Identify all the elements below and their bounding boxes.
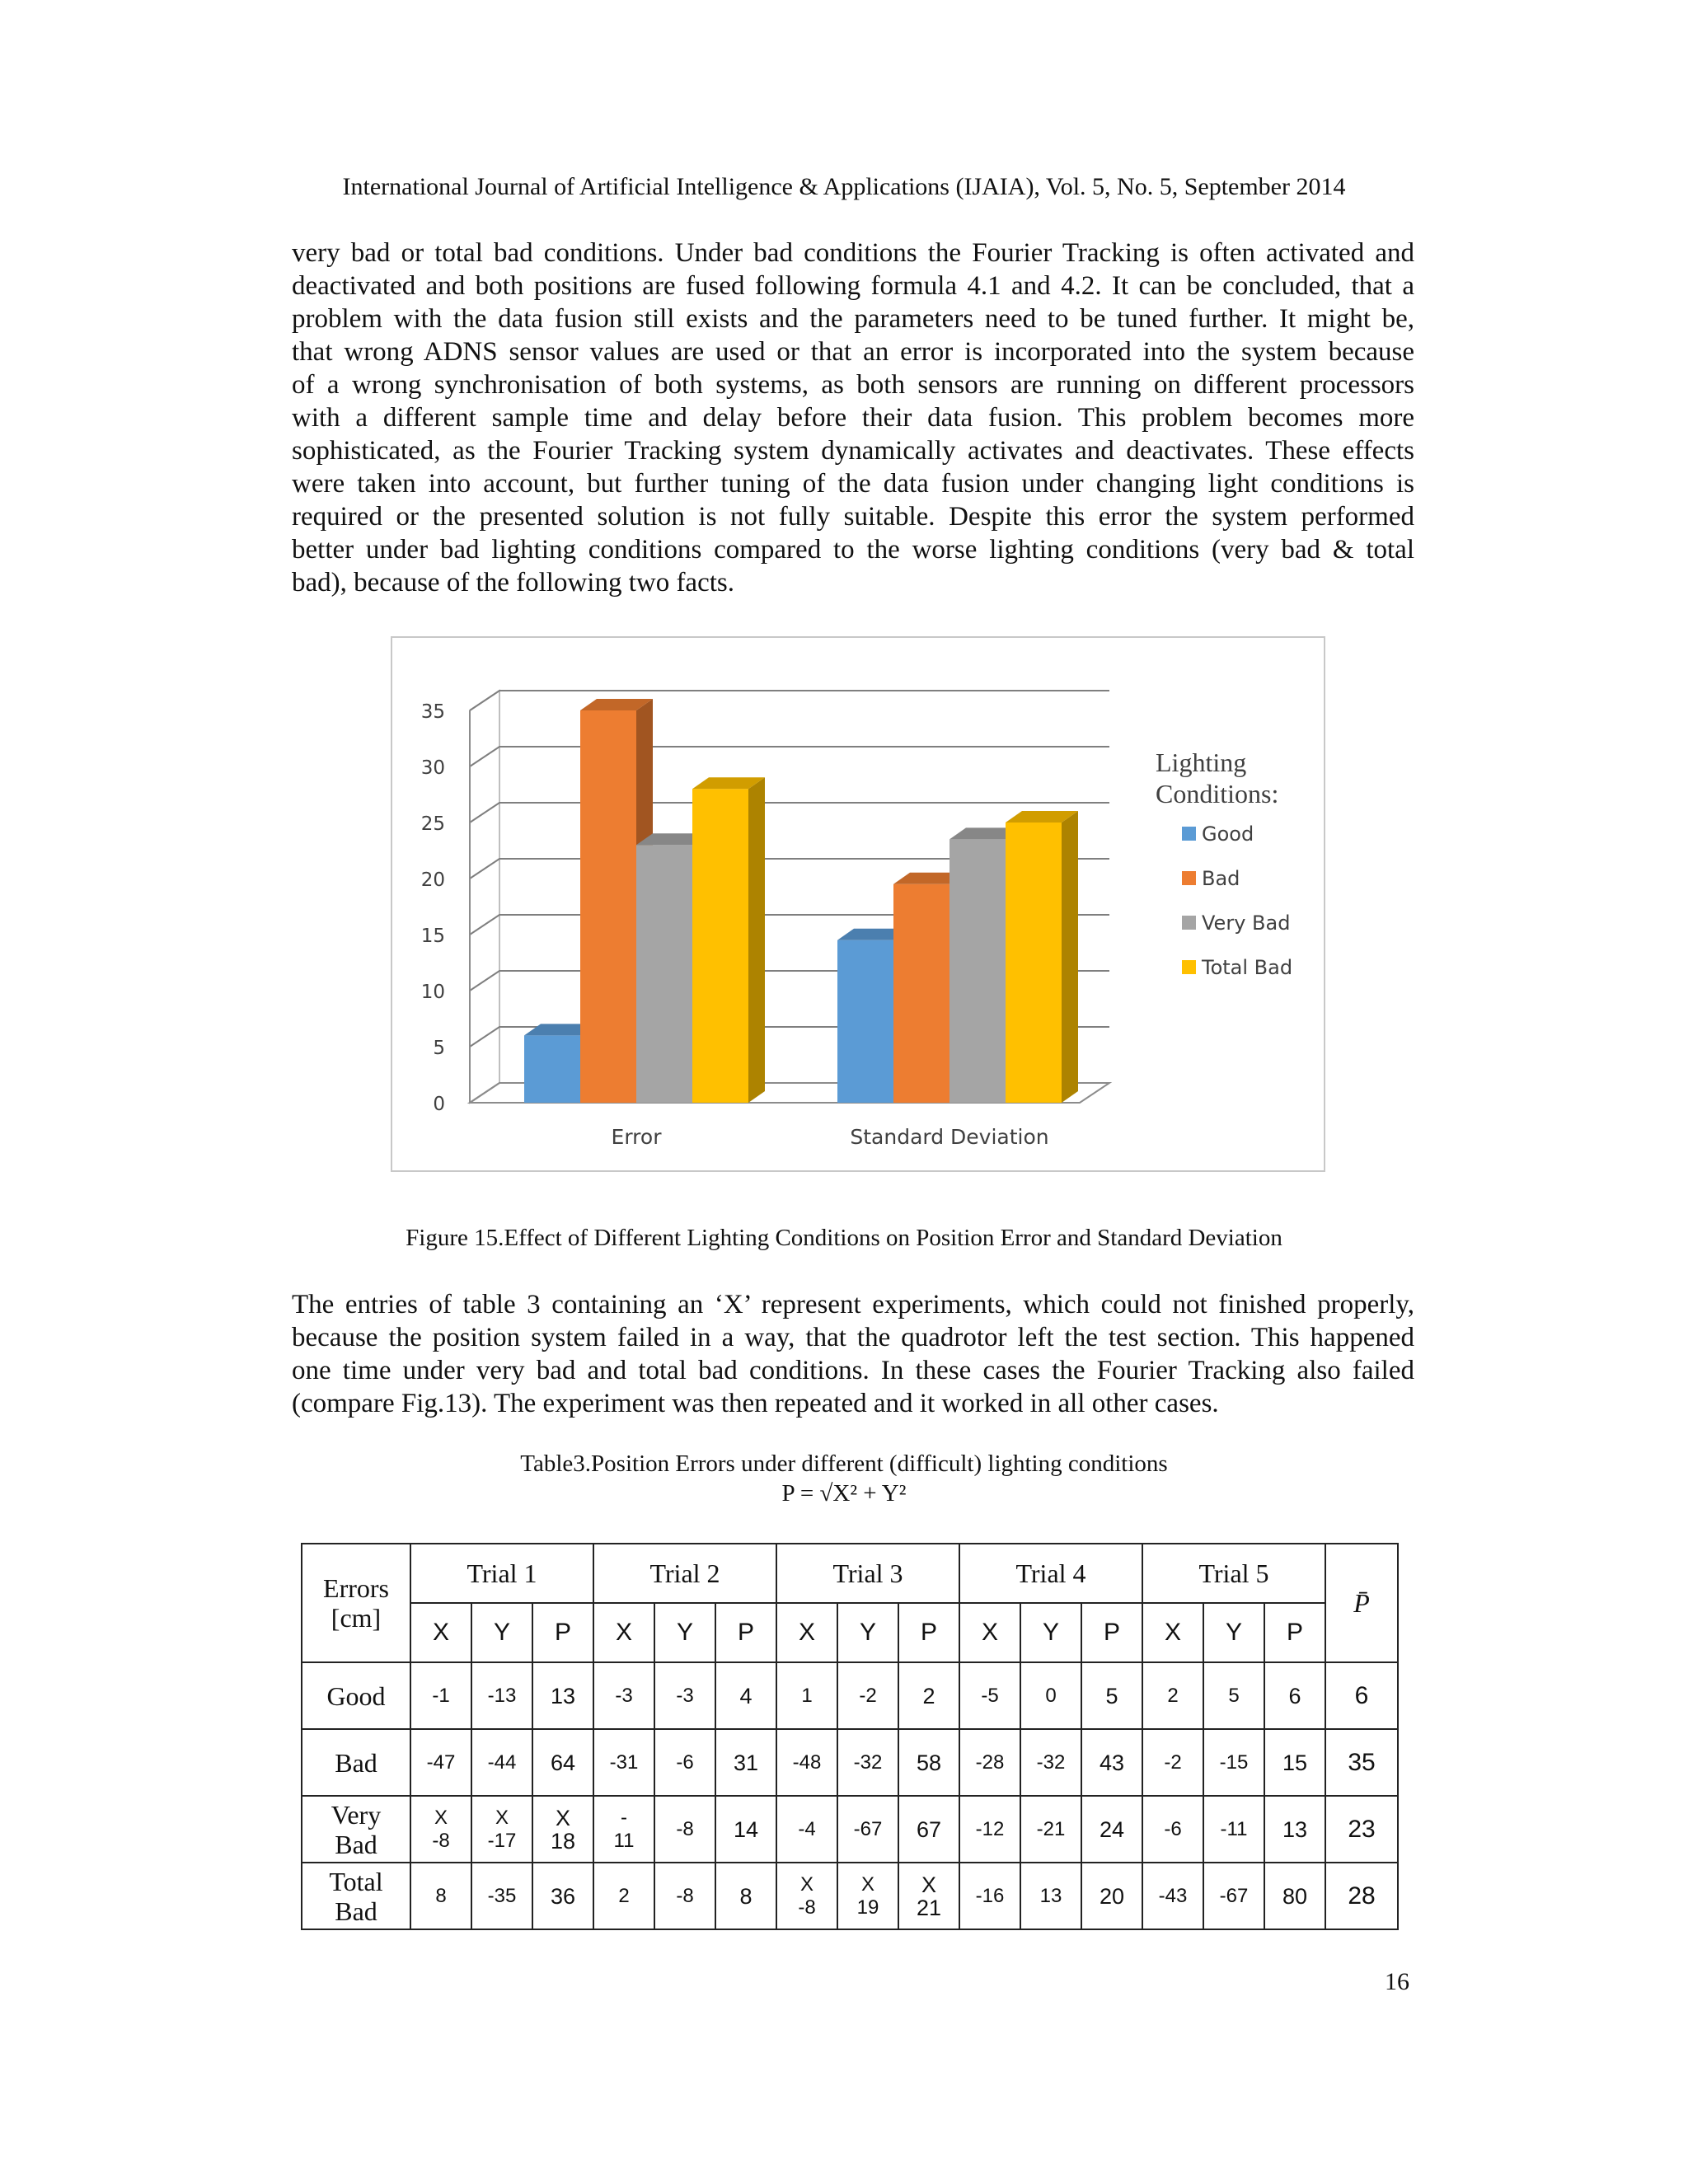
cell-text: -12 (975, 1817, 1005, 1840)
text-line: bad), because of the following two facts. (292, 568, 734, 598)
table-cell (1081, 1729, 1142, 1796)
cell-text: [cm] (331, 1603, 382, 1633)
table-formula: P = √X² + Y² (781, 1480, 907, 1507)
body-paragraph-2 (292, 1288, 1414, 1420)
legend-title: Lighting (1156, 748, 1247, 777)
cell-text: -67 (853, 1817, 883, 1840)
table-cell (776, 1796, 837, 1863)
text-line: were taken into account, but further tuning of the data fusion under changing light conditions is (292, 469, 1414, 499)
text-line: deactivated and both positions are fused following formula 4.1 and 4.2. It can be concluded, that a (292, 271, 1414, 301)
y-tick-label: 5 (433, 1038, 445, 1059)
table-cell (959, 1863, 1020, 1929)
cell-text: 8 (435, 1884, 447, 1907)
table-cell (1020, 1863, 1081, 1929)
cell-text: 1 (801, 1684, 813, 1707)
text-line: of a wrong synchronisation of both systems, as both sensors are running on different processors (292, 370, 1414, 400)
x-category-label: Error (611, 1125, 662, 1149)
cell-text: 2 (1167, 1684, 1179, 1707)
axis-header: P (715, 1603, 776, 1662)
cell-text: -67 (1219, 1884, 1249, 1907)
row-label (302, 1729, 410, 1796)
table-cell (898, 1729, 959, 1796)
bar-front (580, 710, 636, 1103)
cell-text: -4 (798, 1817, 816, 1840)
cell-text: 67 (916, 1816, 942, 1842)
table-cell (471, 1729, 532, 1796)
axis-header: X (1142, 1603, 1203, 1662)
p-mean-cell: 35 (1325, 1729, 1398, 1796)
text-line: because the position system failed in a way, that the quadrotor left the test section. This happened (292, 1323, 1414, 1352)
axis-header: Y (654, 1603, 715, 1662)
cell-text: 36 (550, 1883, 576, 1909)
table-cell (837, 1796, 898, 1863)
legend-swatch (1182, 960, 1196, 974)
trial-header: Trial 4 (959, 1544, 1142, 1603)
axis-header: P (1264, 1603, 1325, 1662)
table-cell (959, 1662, 1020, 1729)
cell-text: -3 (676, 1684, 694, 1707)
position-errors-table (301, 1543, 1399, 1930)
cell-text: -3 (615, 1684, 633, 1707)
table-cell (898, 1863, 959, 1929)
cell-text: Errors (323, 1573, 389, 1603)
cell-text: 8 (739, 1883, 753, 1909)
p-mean-header: P̄ (1325, 1544, 1398, 1662)
table-cell (1020, 1796, 1081, 1863)
table-cell (1264, 1662, 1325, 1729)
bar-front (837, 940, 893, 1103)
cell-text: 14 (733, 1816, 759, 1842)
text-line: sophisticated, as the Fourier Tracking system dynamically activates and deactivates. These effects (292, 436, 1414, 466)
cell-text: 5 (1105, 1683, 1118, 1708)
cell-text: -2 (859, 1684, 877, 1707)
cell-text: 15 (1282, 1750, 1308, 1775)
legend-swatch (1182, 871, 1196, 885)
cell-text: -8 (676, 1817, 694, 1840)
cell-text: X (799, 1872, 814, 1896)
cell-text: -47 (426, 1750, 456, 1774)
bar-front (524, 1035, 580, 1103)
row-label (302, 1662, 410, 1729)
axis-header: X (593, 1603, 654, 1662)
text-line: (compare Fig.13). The experiment was then repeated and it worked in all other cases. (292, 1389, 1219, 1418)
cell-text: Bad (335, 1829, 377, 1859)
legend-title: Conditions: (1156, 779, 1279, 808)
cell-text: -8 (676, 1884, 694, 1907)
table-cell (593, 1863, 654, 1929)
cell-text: -11 (1220, 1817, 1248, 1840)
table-cell (837, 1729, 898, 1796)
table-cell (959, 1729, 1020, 1796)
table-cell (1020, 1662, 1081, 1729)
axis-header: X (776, 1603, 837, 1662)
table-cell (715, 1729, 776, 1796)
cell-text: 43 (1099, 1750, 1125, 1775)
cell-text: -2 (1164, 1750, 1182, 1774)
legend-label: Good (1202, 823, 1254, 846)
text-line: with a different sample time and delay before their data fusion. This problem becomes more (292, 403, 1414, 433)
trial-header: Trial 5 (1142, 1544, 1325, 1603)
table-cell (837, 1863, 898, 1929)
legend-label: Bad (1202, 867, 1240, 890)
y-tick-label: 30 (420, 757, 445, 779)
cell-text: X (495, 1806, 509, 1829)
figure-caption: Figure 15.Effect of Different Lighting Conditions on Position Error and Standard Deviation (406, 1225, 1282, 1251)
table-cell (715, 1662, 776, 1729)
axis-header: X (410, 1603, 471, 1662)
table-row (302, 1796, 1398, 1863)
cell-text: Very (331, 1799, 382, 1830)
bar-front (636, 845, 692, 1103)
axis-header: X (959, 1603, 1020, 1662)
cell-text: 64 (550, 1750, 576, 1775)
cell-text: -8 (798, 1896, 816, 1919)
table-cell (1264, 1863, 1325, 1929)
cell-text: -44 (487, 1750, 517, 1774)
bar-side (1062, 811, 1078, 1103)
cell-text: -31 (609, 1750, 639, 1774)
cell-text: -28 (975, 1750, 1005, 1774)
table-cell (1142, 1662, 1203, 1729)
table-row (302, 1662, 1398, 1729)
row-label (302, 1863, 410, 1929)
cell-text: 5 (1228, 1684, 1240, 1707)
table-cell (654, 1662, 715, 1729)
cell-text: - (621, 1806, 627, 1829)
table-cell (410, 1796, 471, 1863)
cell-text: X (921, 1872, 936, 1897)
gridline (470, 747, 1109, 766)
cell-text: -21 (1036, 1817, 1066, 1840)
table-cell (898, 1662, 959, 1729)
axis-header: Y (471, 1603, 532, 1662)
table-cell (1081, 1796, 1142, 1863)
bar-front (893, 884, 950, 1103)
cell-text: -15 (1219, 1750, 1249, 1774)
axis-header: P (1081, 1603, 1142, 1662)
table-cell (471, 1796, 532, 1863)
table-cell (1203, 1729, 1264, 1796)
cell-text: X (860, 1872, 874, 1896)
table-cell (1203, 1662, 1264, 1729)
cell-text: -8 (432, 1829, 450, 1852)
trial-header: Trial 2 (593, 1544, 776, 1603)
text-line: one time under very bad and total bad conditions. In these cases the Fourier Tracking also failed (292, 1356, 1414, 1385)
cell-text: -43 (1158, 1884, 1188, 1907)
cell-text: 19 (856, 1896, 879, 1919)
legend-swatch (1182, 827, 1196, 841)
y-tick-label: 20 (420, 869, 445, 891)
cell-text: 21 (916, 1895, 942, 1920)
cell-text: -17 (487, 1829, 517, 1852)
cell-text: Good (326, 1680, 386, 1711)
table-cell (715, 1863, 776, 1929)
cell-text: -1 (432, 1684, 450, 1707)
text-line: The entries of table 3 containing an ‘X’ represent experiments, which could not finished properly, (292, 1290, 1414, 1319)
table-cell (1142, 1729, 1203, 1796)
cell-text: 6 (1288, 1683, 1301, 1708)
cell-text: 13 (550, 1683, 576, 1708)
table-cell (410, 1662, 471, 1729)
cell-text: -5 (981, 1684, 999, 1707)
cell-text: 80 (1282, 1883, 1308, 1909)
text-line: that wrong ADNS sensor values are used or that an error is incorporated into the system because (292, 337, 1414, 367)
y-tick-label: 10 (420, 982, 445, 1003)
cell-text: Total (329, 1866, 383, 1896)
table-cell (1142, 1863, 1203, 1929)
cell-text: 24 (1099, 1816, 1125, 1842)
y-tick-label: 15 (420, 926, 445, 947)
p-mean-cell: 6 (1325, 1662, 1398, 1729)
cell-text: 58 (916, 1750, 942, 1775)
table-row (302, 1729, 1398, 1796)
cell-text: 2 (618, 1884, 630, 1907)
row-label (302, 1796, 410, 1863)
cell-text: 20 (1099, 1883, 1125, 1909)
cell-text: 0 (1045, 1684, 1057, 1707)
figure-15 (391, 636, 1325, 1172)
cell-text: 31 (733, 1750, 759, 1775)
table-row (302, 1863, 1398, 1929)
table-caption: Table3.Position Errors under different (difficult) lighting conditions (520, 1451, 1168, 1477)
table-cell (410, 1863, 471, 1929)
table-cell (654, 1796, 715, 1863)
axis-header: P (898, 1603, 959, 1662)
cell-text: Bad (335, 1747, 377, 1778)
text-line: problem with the data fusion still exists and the parameters need to be tuned further. It might be, (292, 304, 1414, 334)
trial-header: Trial 3 (776, 1544, 959, 1603)
gridline (470, 691, 1109, 710)
table-cell (471, 1662, 532, 1729)
table-cell (776, 1662, 837, 1729)
cell-text: 13 (1282, 1816, 1308, 1842)
p-mean-cell: 23 (1325, 1796, 1398, 1863)
x-category-label: Standard Deviation (850, 1125, 1049, 1149)
table-cell (1203, 1796, 1264, 1863)
bar-front (1006, 823, 1062, 1103)
cell-text: -13 (487, 1684, 517, 1707)
trial-header: Trial 1 (410, 1544, 593, 1603)
table-cell (959, 1796, 1020, 1863)
table-cell (532, 1863, 593, 1929)
cell-text: X (555, 1805, 570, 1830)
axis-header: Y (837, 1603, 898, 1662)
table-cell (532, 1662, 593, 1729)
table-cell (593, 1796, 654, 1863)
table-cell (1081, 1863, 1142, 1929)
cell-text: -6 (1164, 1817, 1182, 1840)
table-cell (532, 1796, 593, 1863)
cell-text: -35 (487, 1884, 517, 1907)
table-cell (471, 1863, 532, 1929)
page-number: 16 (1385, 1968, 1409, 1995)
axis-header: Y (1203, 1603, 1264, 1662)
legend-swatch (1182, 916, 1196, 930)
table-cell (898, 1796, 959, 1863)
table-cell (837, 1662, 898, 1729)
y-tick-label: 25 (420, 813, 445, 835)
p-mean-cell: 28 (1325, 1863, 1398, 1929)
table-cell (1020, 1729, 1081, 1796)
table-cell (776, 1863, 837, 1929)
cell-text: X (434, 1806, 448, 1829)
table-cell (654, 1863, 715, 1929)
legend-label: Very Bad (1202, 912, 1291, 935)
cell-text: -32 (853, 1750, 883, 1774)
table-cell (410, 1729, 471, 1796)
bar-front (692, 789, 748, 1103)
cell-text: 18 (550, 1828, 576, 1854)
y-tick-label: 35 (420, 701, 445, 723)
cell-text: -6 (676, 1750, 694, 1774)
table-cell (654, 1729, 715, 1796)
bar-chart (392, 638, 1324, 1170)
cell-text: -32 (1036, 1750, 1066, 1774)
table-cell (1142, 1796, 1203, 1863)
table-cell (593, 1729, 654, 1796)
cell-text: 4 (739, 1683, 753, 1708)
cell-text: 13 (1039, 1884, 1062, 1907)
table-cell (593, 1662, 654, 1729)
bar-side (748, 777, 765, 1103)
table-cell (1264, 1796, 1325, 1863)
cell-text: -16 (975, 1884, 1005, 1907)
cell-text: -48 (792, 1750, 822, 1774)
legend-label: Total Bad (1202, 956, 1293, 979)
table-cell (1264, 1729, 1325, 1796)
cell-text: 11 (613, 1829, 635, 1852)
cell-text: Bad (335, 1896, 377, 1926)
axis-header: P (532, 1603, 593, 1662)
text-line: better under bad lighting conditions compared to the worse lighting conditions (very bad & total (292, 535, 1414, 565)
journal-header: International Journal of Artificial Intelligence & Applications (IJAIA), Vol. 5, No. 5, September 2014 (342, 173, 1346, 200)
table-cell (1081, 1662, 1142, 1729)
table-cell (532, 1729, 593, 1796)
text-line: very bad or total bad conditions. Under bad conditions the Fourier Tracking is often activated and (292, 238, 1414, 268)
y-tick-label: 0 (433, 1094, 445, 1115)
axis-header: Y (1020, 1603, 1081, 1662)
table-cell (715, 1796, 776, 1863)
body-paragraph-1 (292, 237, 1414, 599)
bar-front (950, 839, 1006, 1103)
table-cell (776, 1729, 837, 1796)
corner-header (302, 1544, 410, 1662)
cell-text: 2 (922, 1683, 935, 1708)
table-cell (1203, 1863, 1264, 1929)
chart-side-wall (470, 691, 499, 1103)
text-line: required or the presented solution is not fully suitable. Despite this error the system performed (292, 502, 1414, 532)
